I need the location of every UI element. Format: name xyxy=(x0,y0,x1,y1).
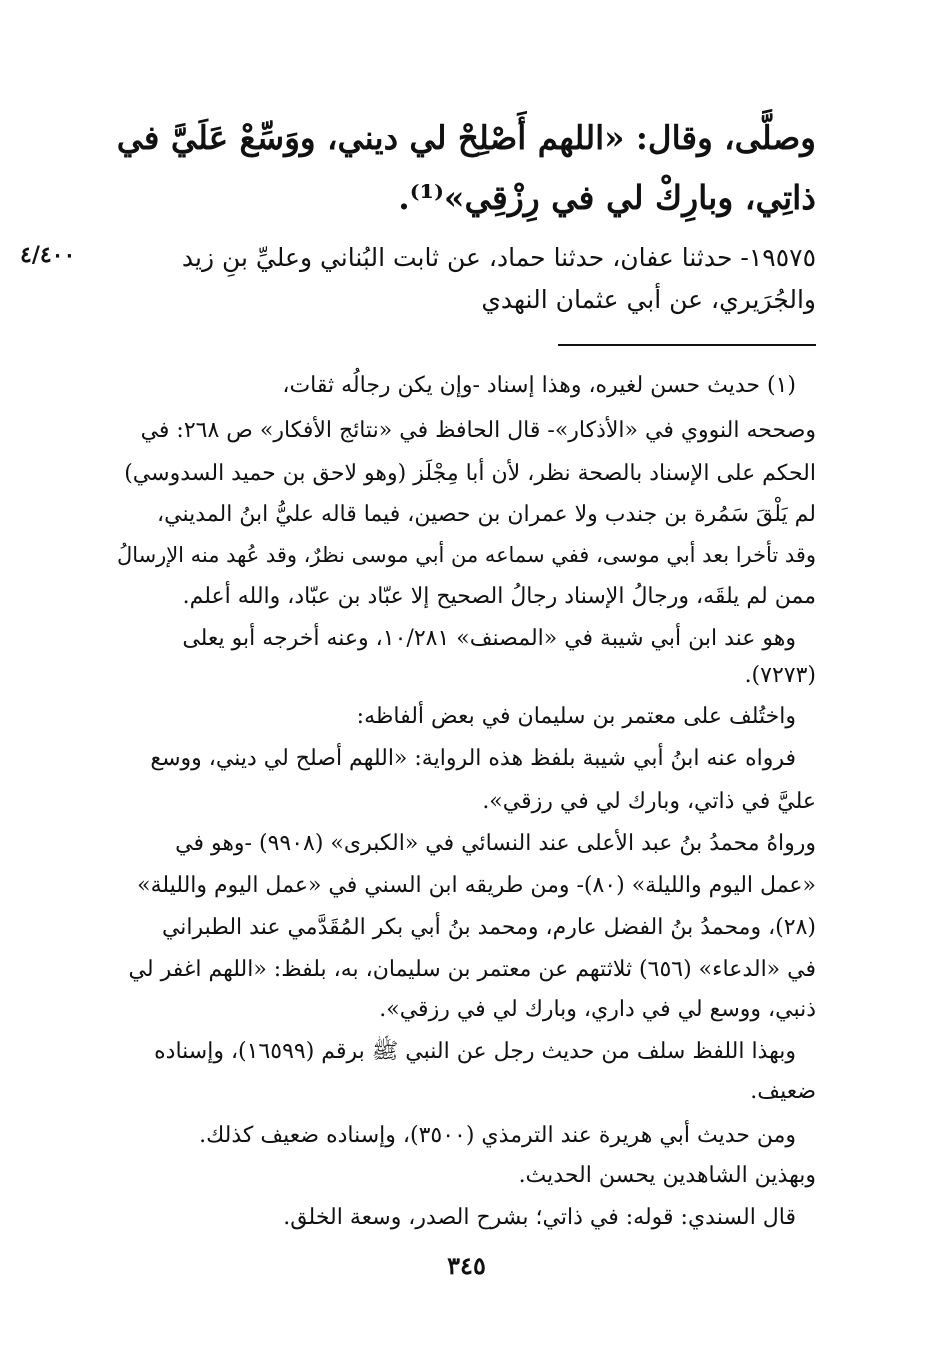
footnote-line: عليَّ في ذاتي، وبارك لي في رزقي». xyxy=(482,789,816,814)
page-number: ٣٤٥ xyxy=(447,1251,486,1280)
footnote-line: فرواه عنه ابنُ أبي شيبة بلفظ هذه الرواية: «اللهم أصلح لي ديني، ووسع xyxy=(150,746,796,771)
footnote-line: وبهذين الشاهدين يحسن الحديث. xyxy=(518,1163,816,1188)
footnote-line: في «الدعاء» (٦٥٦) ثلاثتهم عن معتمر بن سليمان، به، بلفظ: «اللهم اغفر لي xyxy=(128,957,816,982)
footnote-line: قال السندي: قوله: في ذاتي؛ بشرح الصدر، وسعة الخلق. xyxy=(283,1205,796,1230)
footnote-line: لم يَلْقَ سَمُرة بن جندب ولا عمران بن حصين، فيما قاله عليُّ ابنُ المديني، xyxy=(157,502,816,527)
footnote-line: ومن حديث أبي هريرة عند الترمذي (٣٥٠٠)، وإسناده ضعيف كذلك. xyxy=(199,1123,796,1148)
footnote-line: ذنبي، ووسع لي في داري، وبارك لي في رزقي». xyxy=(379,997,816,1022)
footnote-line: ضعيف. xyxy=(750,1079,816,1104)
footnote-line: «عمل اليوم والليلة» (٨٠)- ومن طريقه ابن السني في «عمل اليوم والليلة» xyxy=(137,873,816,898)
footnote-line: (٢٨)، ومحمدُ بنُ الفضل عارم، ومحمد بنُ أبي بكر المُقَدَّمي عند الطبراني xyxy=(161,915,816,940)
footnote-line: ممن لم يلقَه، ورجالُ الإسناد رجالُ الصحيح إلا عبّاد بن عبّاد، والله أعلم. xyxy=(182,584,816,609)
hadith-isnad-line: ١٩٥٧٥- حدثنا عفان، حدثنا حماد، عن ثابت البُناني وعليِّ بنِ زيد xyxy=(181,243,816,272)
main-text-line: ذاتِي، وبارِكْ لي في رِزْقِي»⁽¹⁾. xyxy=(398,178,816,217)
footnote-line: ورواهُ محمدُ بنُ عبد الأعلى عند النسائي في «الكبرى» (٩٩٠٨) -وهو في xyxy=(175,831,816,856)
main-text-line: وصلَّى، وقال: «اللهم أَصْلِحْ لي ديني، ووَسِّعْ عَلَيَّ في xyxy=(116,118,816,157)
footnote-line: وبهذا اللفظ سلف من حديث رجل عن النبي ﷺ برقم (١٦٥٩٩)، وإسناده xyxy=(154,1039,796,1064)
footnote-line: (١) حديث حسن لغيره، وهذا إسناد -وإن يكن رجالُه ثقات، xyxy=(282,373,796,398)
footnote-line: وهو عند ابن أبي شيبة في «المصنف» ١٠/٢٨١، وعنه أخرجه أبو يعلى xyxy=(182,626,796,651)
volume-page-reference: ٤/٤٠٠ xyxy=(20,242,76,268)
footnote-separator xyxy=(558,344,816,346)
footnote-line: واختُلف على معتمر بن سليمان في بعض ألفاظه: xyxy=(356,704,796,729)
footnote-line: (٧٢٧٣). xyxy=(744,663,816,688)
footnote-line: وقد تأخرا بعد أبي موسى، ففي سماعه من أبي موسى نظرٌ، وقد عُهد منه الإرسالُ xyxy=(117,543,816,567)
footnote-line: الحكم على الإسناد بالصحة نظر، لأن أبا مِجْلَز (وهو لاحق بن حميد السدوسي) xyxy=(124,461,816,486)
hadith-isnad-line: والجُرَيري، عن أبي عثمان النهدي xyxy=(481,285,816,314)
footnote-line: وصححه النووي في «الأذكار»- قال الحافظ في «نتائج الأفكار» ص ٢٦٨: في xyxy=(140,418,816,443)
